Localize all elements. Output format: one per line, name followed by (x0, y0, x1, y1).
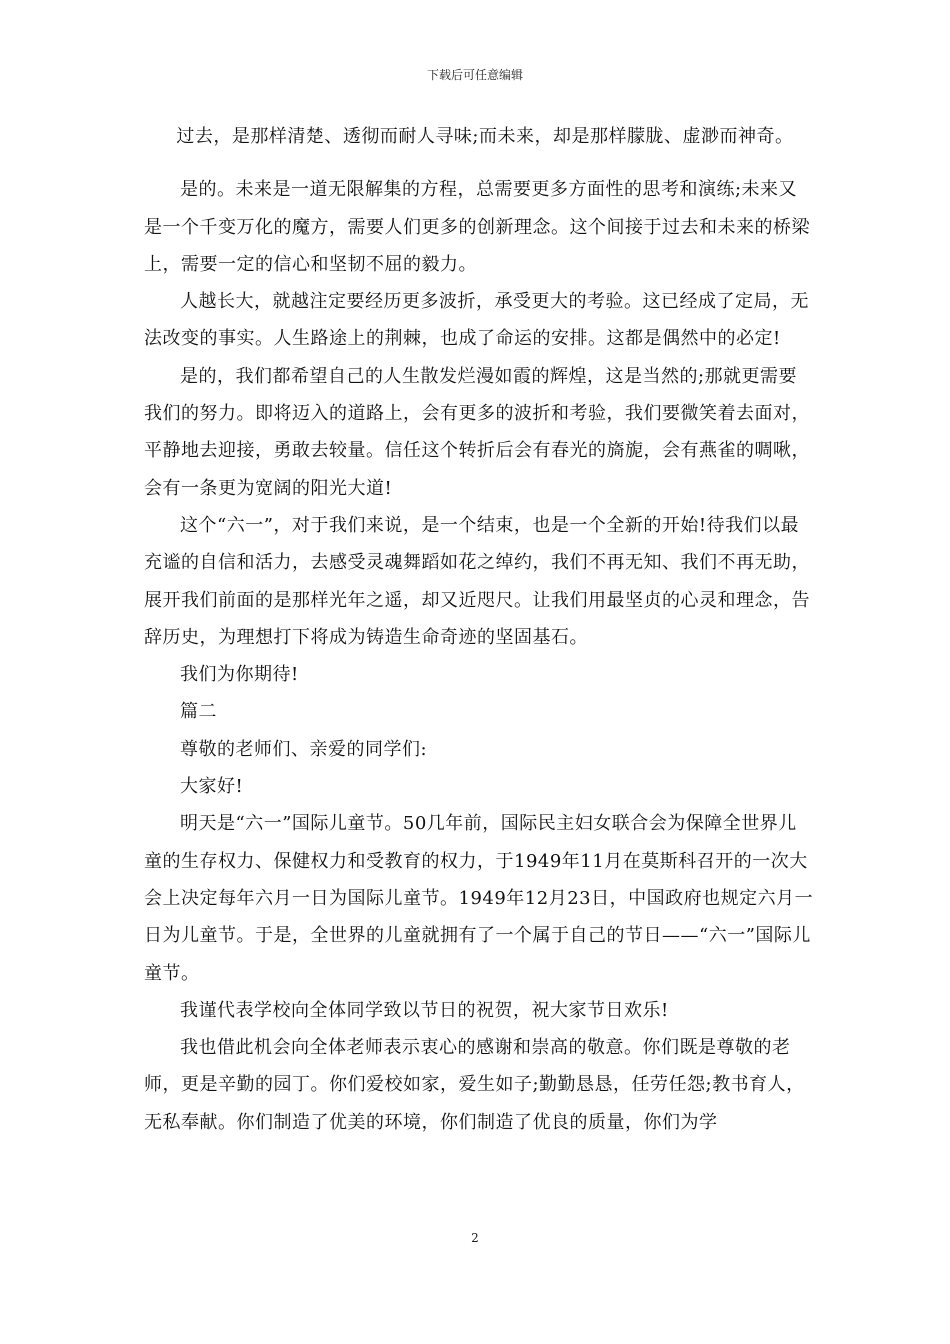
salutation: 尊敬的老师们、亲爱的同学们: (180, 738, 428, 760)
paragraph-4: 是的，我们都希望自己的人生散发烂漫如霞的辉煌，这是当然的;那就更需要我们的努力。即将迈入的道路上，会有更多的波折和考验，我们要微笑着去面对，平静地去迎接，勇敢去较量。信任这个转折后会有春光的旖旎，会有燕雀的啁啾，会有一条更为宽阔的阳光大道! (144, 365, 810, 499)
paragraph-6: 我们为你期待! (180, 664, 299, 686)
paragraph-3: 人越长大，就越注定要经历更多波折，承受更大的考验。这已经成了定局，无法改变的事实。人生路途上的荆棘，也成了命运的安排。这都是偶然中的必定! (144, 291, 809, 350)
paragraph-11: 我谨代表学校向全体同学致以节日的祝贺，祝大家节日欢乐! (180, 999, 669, 1021)
paragraph-5: 这个“六一”，对于我们来说，是一个结束，也是一个全新的开始!待我们以最充谧的自信和活力，去感受灵魂舞蹈如花之绰约，我们不再无知、我们不再无助，展开我们前面的是那样光年之遥，却又近咫尺。让我们用最坚贞的心灵和理念，告辞历史，为理想打下将成为铸造生命奇迹的坚固基石。 (144, 514, 810, 648)
paragraph-1: 过去，是那样清楚、透彻而耐人寻味;而未来，却是那样朦胧、虚渺而神奇。 (176, 126, 794, 147)
document-body (144, 118, 814, 1141)
greeting: 大家好! (180, 776, 244, 798)
paragraph-10: 明天是“六一”国际儿童节。50几年前，国际民主妇女联合会为保障全世界儿童的生存权力、保健权力和受教育的权力，于1949年11月在莫斯科召开的一次大会上决定每年六月一日为国际儿童节。1949年12月23日，中国政府也规定六月一日为儿童节。于是，全世界的儿童就拥有了一个属于自己的节日——“六一”国际儿童节。 (144, 813, 814, 984)
page-header: 下载后可任意编辑 (426, 68, 523, 82)
page-number: 2 (471, 1231, 479, 1245)
paragraph-12: 我也借此机会向全体老师表示衷心的感谢和崇高的敬意。你们既是尊敬的老师，更是辛勤的园丁。你们爱校如家，爱生如子;勤勤恳恳，任劳任怨;教书育人，无私奉献。你们制造了优美的环境，你们制造了优良的质量，你们为学 (144, 1037, 805, 1133)
section-heading: 篇二 (180, 701, 217, 723)
paragraph-2: 是的。未来是一道无限解集的方程，总需要更多方面性的思考和演练;未来又是一个千变万化的魔方，需要人们更多的创新理念。这个间接于过去和未来的桥梁上，需要一定的信心和坚韧不屈的毅力。 (144, 179, 810, 275)
